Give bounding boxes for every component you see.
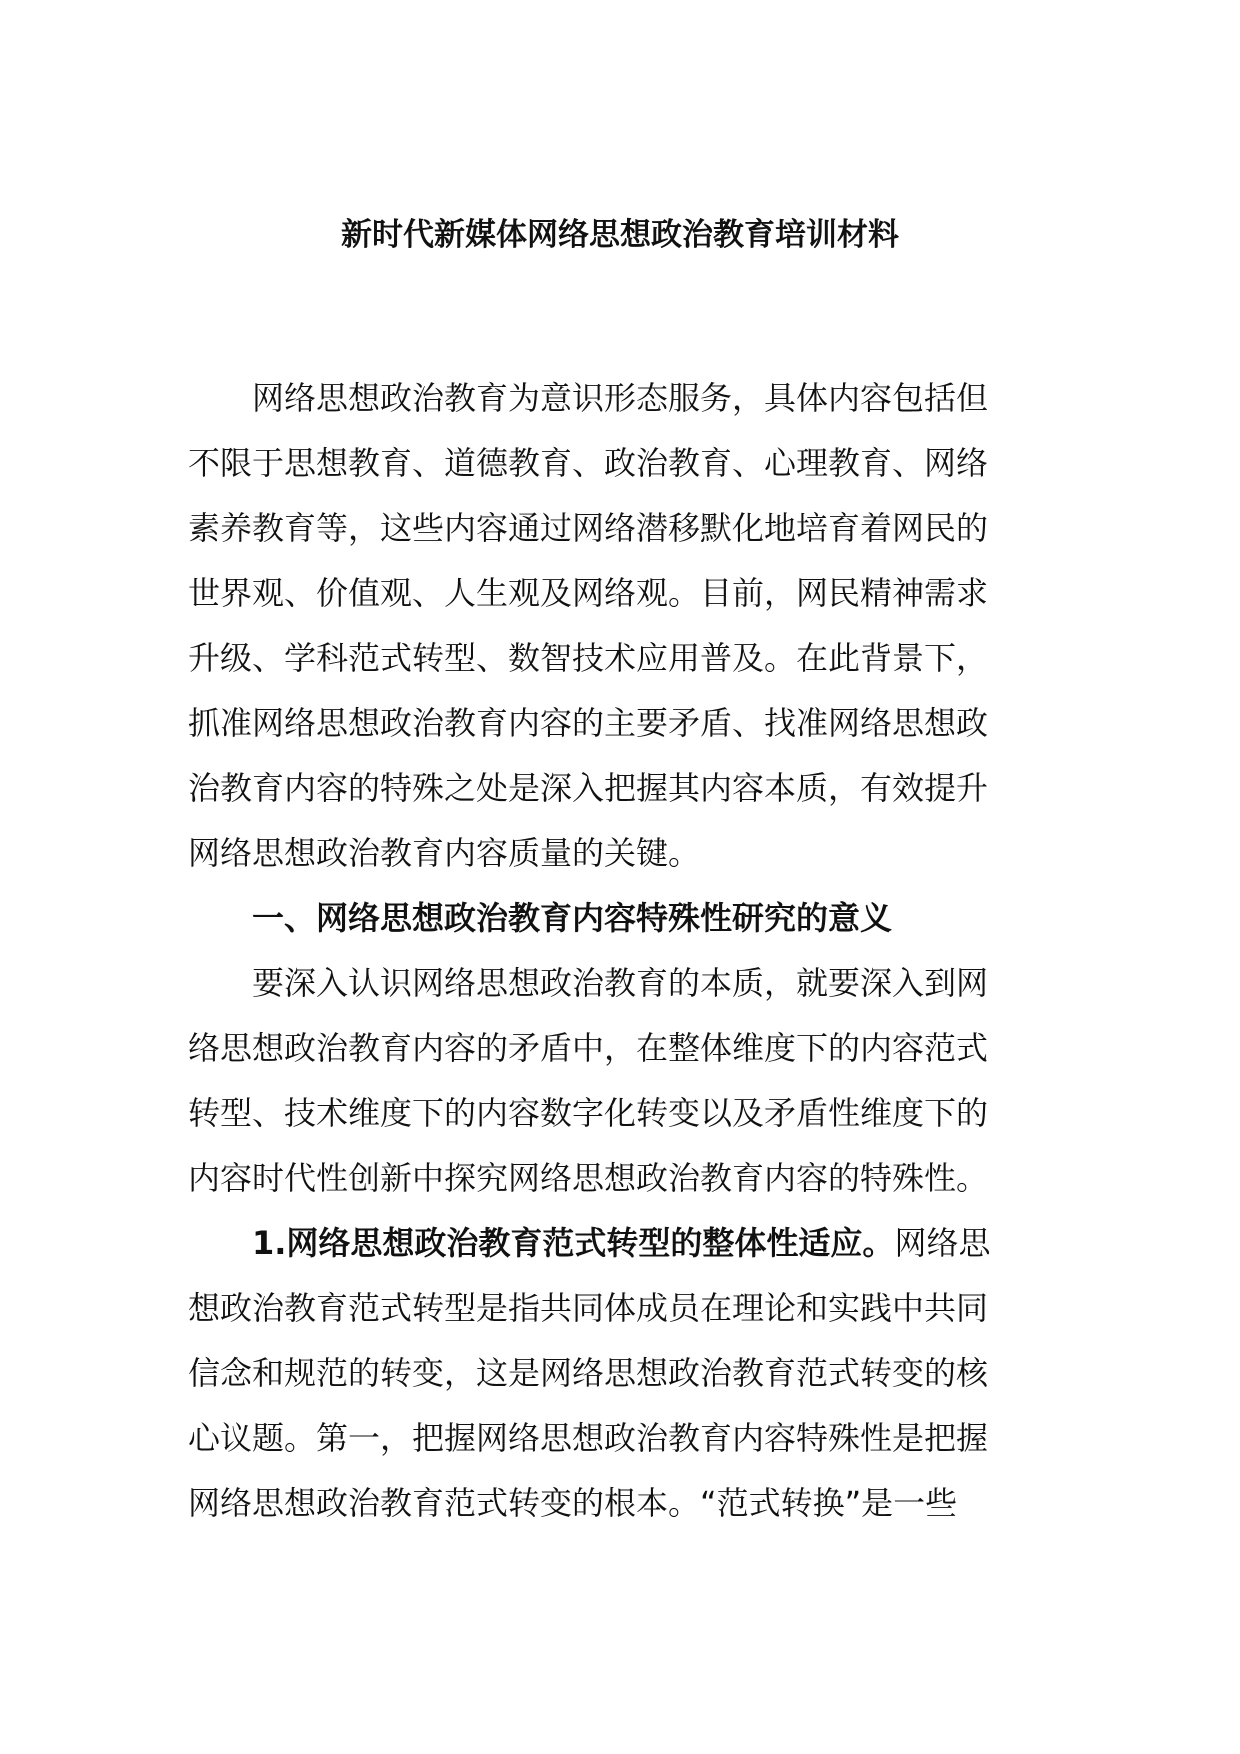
section-heading-text: 一、网络思想政治教育内容特殊性研究的意义 <box>252 899 893 937</box>
text-line: 网络思想政治教育为意识形态服务，具体内容包括但 <box>252 379 989 417</box>
paragraph-section1 <box>188 951 1048 1211</box>
paragraph-intro <box>188 366 1048 886</box>
text-line: 升级、学科范式转型、数智技术应用普及。在此背景下， <box>188 639 989 677</box>
text-line: 治教育内容的特殊之处是深入把握其内容本质，有效提升 <box>188 769 989 807</box>
text-line: 要深入认识网络思想政治教育的本质，就要深入到网 <box>252 964 989 1002</box>
text-line: 内容时代性创新中探究网络思想政治教育内容的特殊性。 <box>188 1159 989 1197</box>
text-fragment: 网络思 <box>894 1224 991 1262</box>
text-line: 想政治教育范式转型是指共同体成员在理论和实践中共同 <box>188 1289 989 1327</box>
section-heading <box>188 886 1048 951</box>
text-line: 世界观、价值观、人生观及网络观。目前，网民精神需求 <box>188 574 989 612</box>
text-line: 转型、技术维度下的内容数字化转变以及矛盾性维度下的 <box>188 1094 989 1132</box>
paragraph-subsection1 <box>188 1211 1048 1536</box>
text-line <box>188 1211 1048 1276</box>
text-line: 信念和规范的转变，这是网络思想政治教育范式转变的核 <box>188 1354 989 1392</box>
document-body <box>188 366 1048 1536</box>
subsection-lead: 1.网络思想政治教育范式转型的整体性适应。 <box>252 1224 895 1262</box>
text-line: 不限于思想教育、道德教育、政治教育、心理教育、网络 <box>188 444 989 482</box>
text-line: 络思想政治教育内容的矛盾中，在整体维度下的内容范式 <box>188 1029 989 1067</box>
document-title: 新时代新媒体网络思想政治教育培训材料 <box>341 217 899 253</box>
text-line: 网络思想政治教育内容质量的关键。 <box>188 834 701 872</box>
text-line: 心议题。第一，把握网络思想政治教育内容特殊性是把握 <box>188 1419 989 1457</box>
text-line: 素养教育等，这些内容通过网络潜移默化地培育着网民的 <box>188 509 989 547</box>
text-line: 网络思想政治教育范式转变的根本。“范式转换”是一些 <box>188 1484 958 1522</box>
text-line: 抓准网络思想政治教育内容的主要矛盾、找准网络思想政 <box>188 704 989 742</box>
